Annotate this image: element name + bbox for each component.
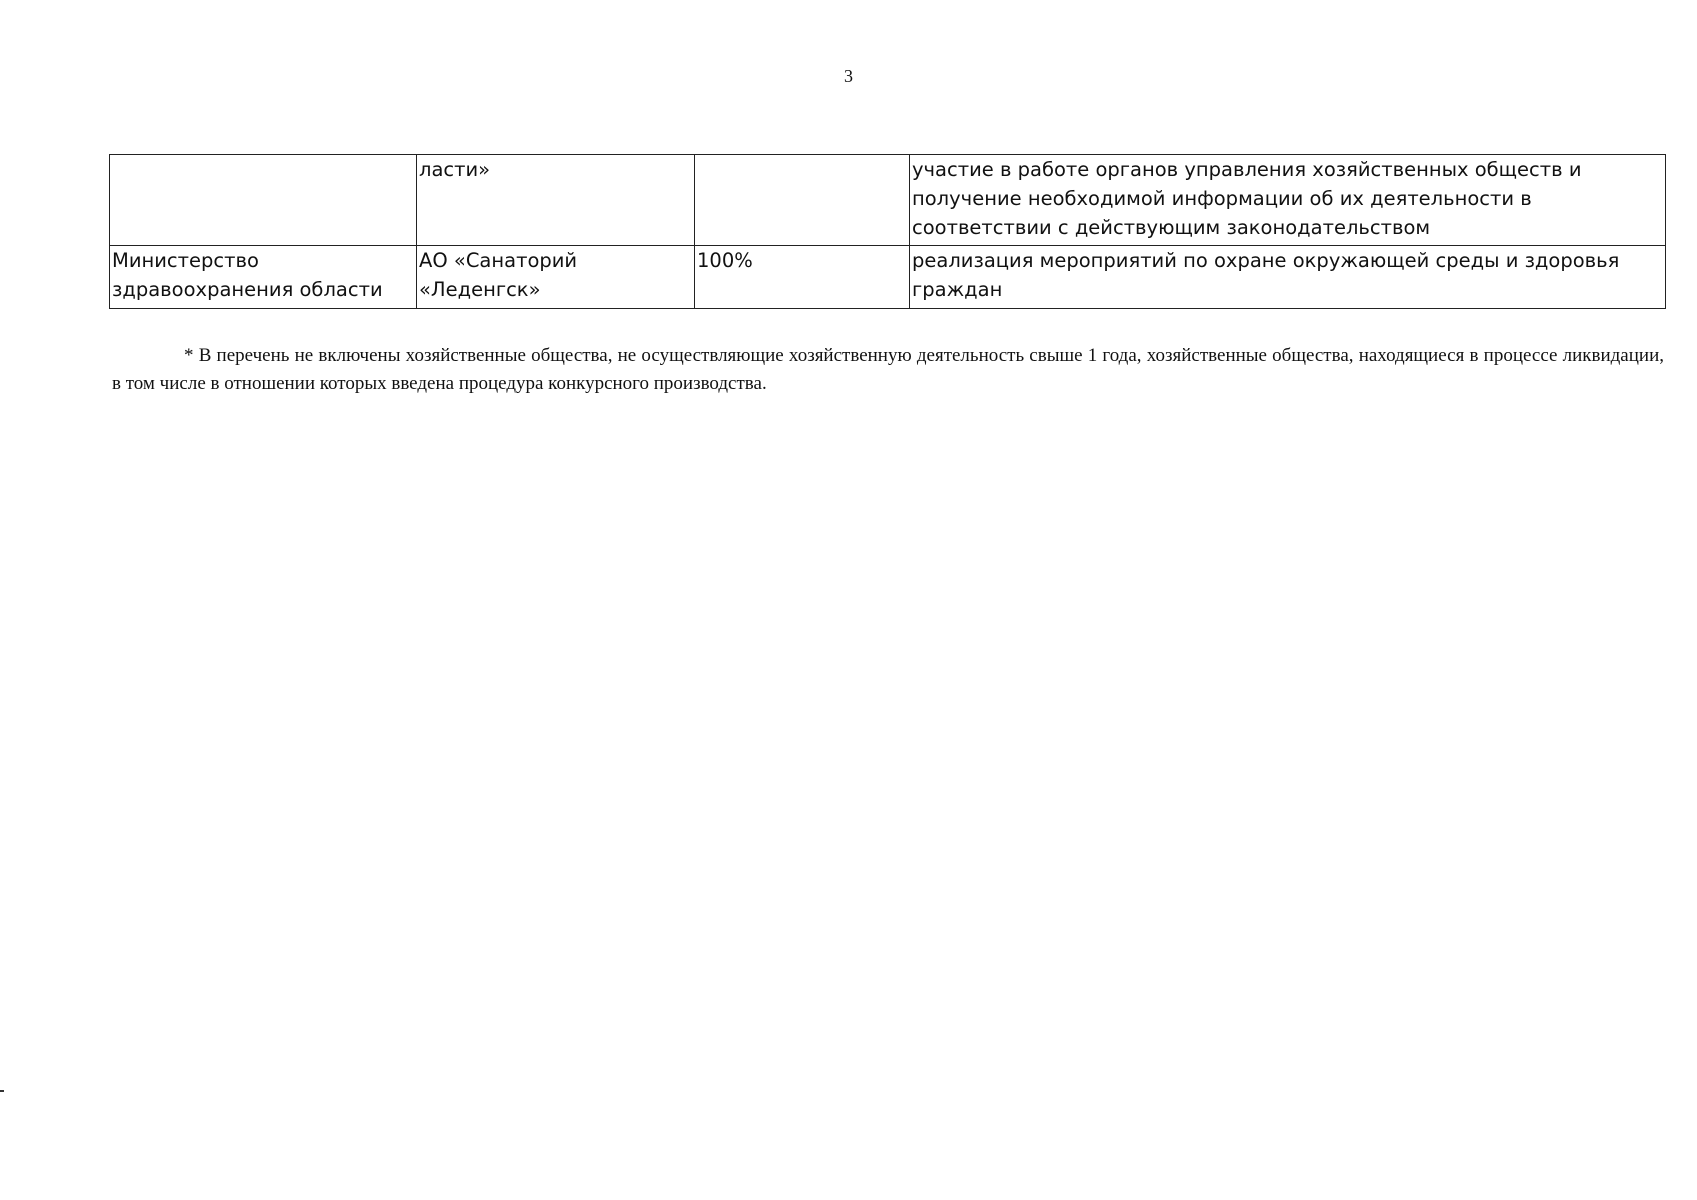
cell-purpose: реализация мероприятий по охране окружающей среды и здоровья граждан — [910, 246, 1666, 309]
cell-purpose: участие в работе органов управления хозяйственных обществ и получение необходимой информации об их деятельности в соответствии с действующим законодательством — [910, 155, 1666, 246]
footnote: * В перечень не включены хозяйственные общества, не осуществляющие хозяйственную деятельность свыше 1 года, хозяйственные общества, находящиеся в процессе ликвидации, в том числе в отношении которых введена процедура конкурсного производства. — [112, 345, 1664, 394]
table-row — [110, 155, 1666, 246]
data-table — [109, 154, 1665, 309]
cell-authority: Министерство здравоохранения области — [110, 246, 417, 309]
table-row — [110, 246, 1666, 309]
cell-company: АО «Санаторий «Леденгск» — [417, 246, 695, 309]
cell-company: ласти» — [417, 155, 695, 246]
entities-table — [109, 154, 1666, 309]
cell-share: 100% — [695, 246, 910, 309]
cell-authority — [110, 155, 417, 246]
cell-share — [695, 155, 910, 246]
scan-artifact — [0, 1090, 4, 1092]
page-number: 3 — [844, 66, 853, 86]
